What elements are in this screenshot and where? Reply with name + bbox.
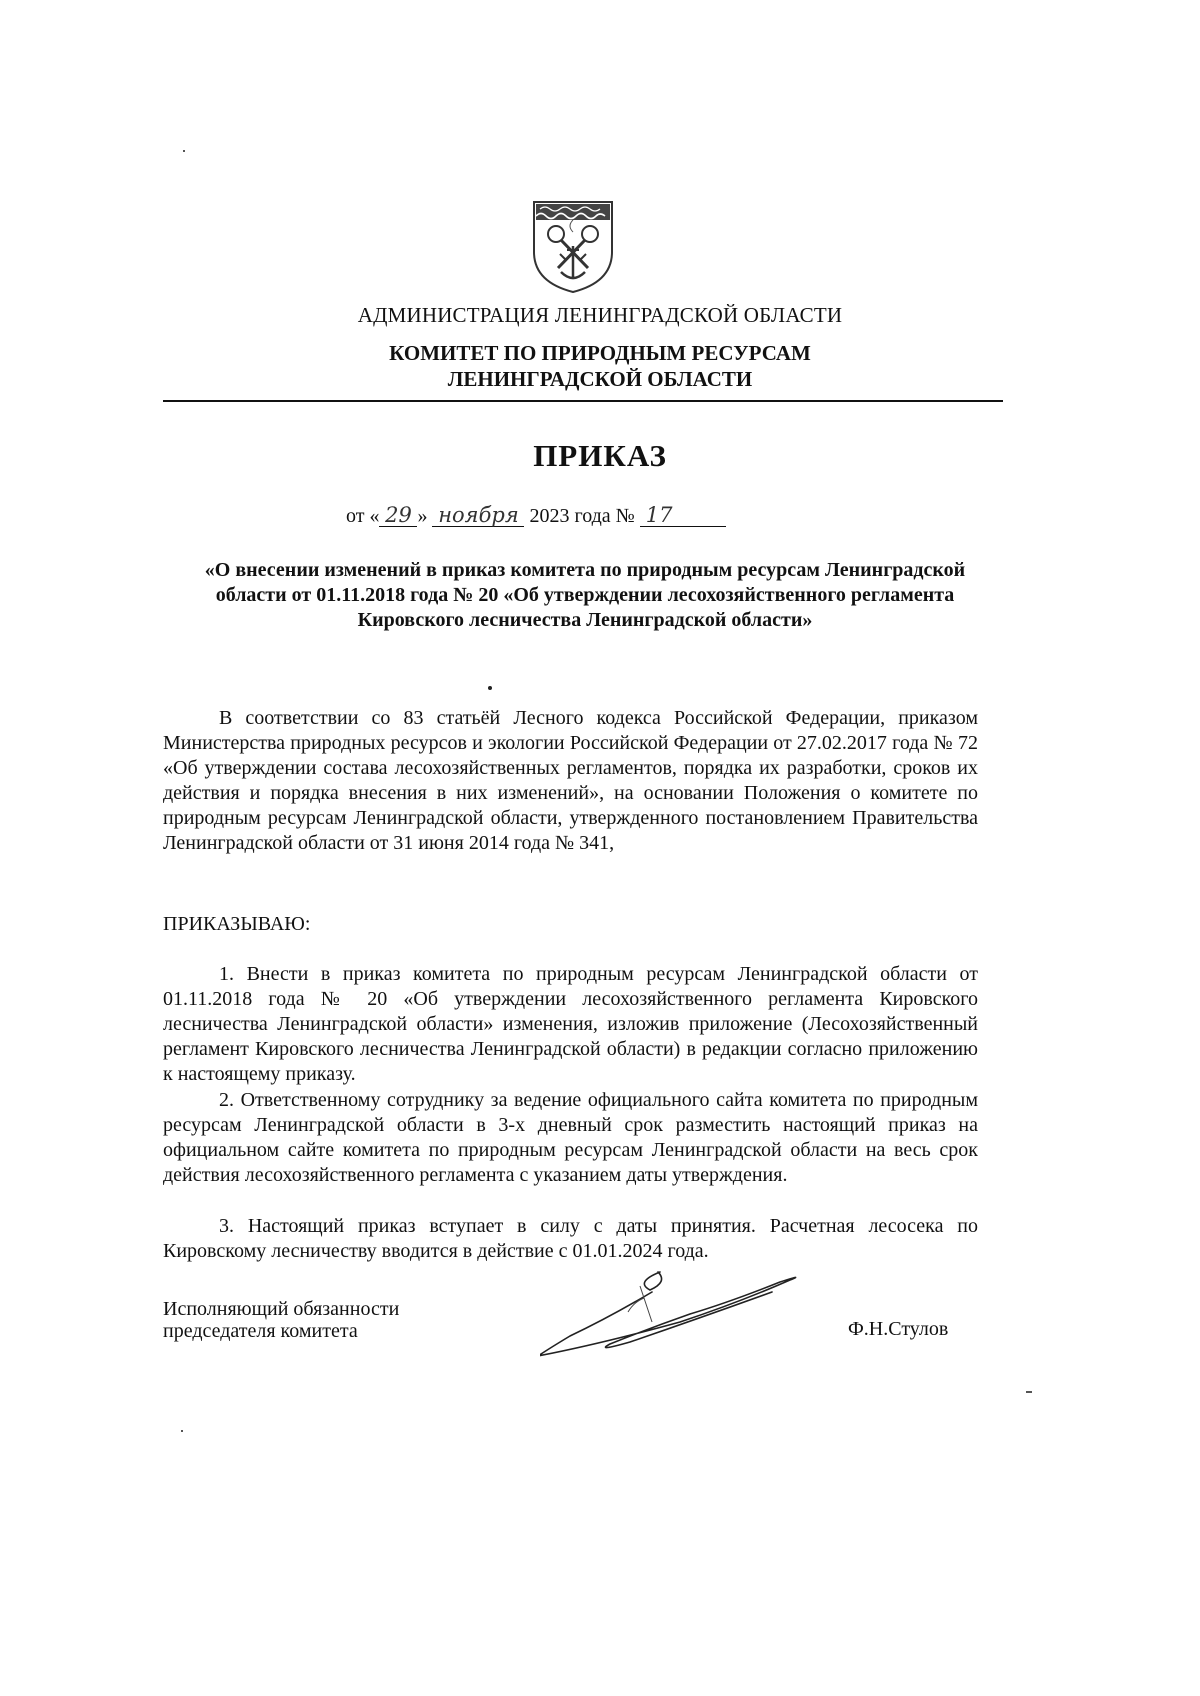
order-item-1: 1. Внести в приказ комитета по природным ресурсам Ленинградской области от 01.11.2018 года № 20 «Об утверждении лесохозяйственного регламента Кировского лесничества Ленинградской области» изменения, изложив приложение (Лесохозяйственный регламент Кировского лесничества Ленинградской области) в редакции согласно приложению к настоящему приказу. [163, 963, 978, 1085]
scan-speck [1026, 1391, 1032, 1393]
date-mid: » [417, 505, 428, 527]
date-prefix: от « [346, 505, 380, 527]
document-subject: «О внесении изменений в приказ комитета по природным ресурсам Ленинградской области от 01.11.2018 года № 20 «Об утверждении лесохозяйственного регламента Кировского лесничества Ленинградской области» [204, 559, 966, 631]
signatory-name: Ф.Н.Стулов [848, 1318, 949, 1340]
header-divider [163, 400, 1003, 402]
date-day: 29 [379, 504, 417, 527]
date-month: ноября [432, 504, 524, 527]
coat-of-arms-icon [528, 196, 618, 296]
administration-name: АДМИНИСТРАЦИЯ ЛЕНИНГРАДСКОЙ ОБЛАСТИ [357, 303, 843, 327]
signatory-position-line1: Исполняющий обязанности [163, 1298, 400, 1320]
committee-name-line2: ЛЕНИНГРАДСКОЙ ОБЛАСТИ [447, 367, 753, 391]
order-word: ПРИКАЗЫВАЮ: [163, 913, 311, 935]
document-number: 17 [640, 504, 726, 527]
signatory-position [163, 1298, 399, 1342]
scan-speck [181, 1430, 183, 1432]
stray-mark [488, 686, 492, 690]
committee-name [0, 340, 1200, 392]
date-line [346, 504, 726, 528]
signatory-position-line2: председателя комитета [163, 1320, 358, 1342]
number-sign: № [615, 505, 635, 527]
date-year: 2023 года [529, 505, 611, 527]
intro-paragraph: В соответствии со 83 статьёй Лесного кодекса Российской Федерации, приказом Министерства природных ресурсов и экологии Российской Федерации от 27.02.2017 года № 72 «Об утверждении состава лесохозяйственных регламентов, порядка их разработки, сроков их действия и порядка внесения в них изменений», на основании Положения о комитете по природным ресурсам Ленинградской области, утвержденного постановлением Правительства Ленинградской области от 31 июня 2014 года № 341, [163, 707, 978, 854]
document-title: ПРИКАЗ [533, 438, 667, 473]
order-item-3: 3. Настоящий приказ вступает в силу с даты принятия. Расчетная лесосека по Кировскому лесничеству вводится в действие с 01.01.2024 года. [163, 1215, 978, 1262]
scan-speck [183, 150, 185, 152]
committee-name-line1: КОМИТЕТ ПО ПРИРОДНЫМ РЕСУРСАМ [389, 341, 811, 365]
order-item-2: 2. Ответственному сотруднику за ведение официального сайта комитета по природным ресурсам Ленинградской области в 3-х дневный срок разместить настоящий приказ на официальном сайте комитета по природным ресурсам Ленинградской области на весь срок действия лесохозяйственного регламента с указанием даты утверждения. [163, 1089, 978, 1186]
handwritten-signature-icon [540, 1262, 810, 1362]
